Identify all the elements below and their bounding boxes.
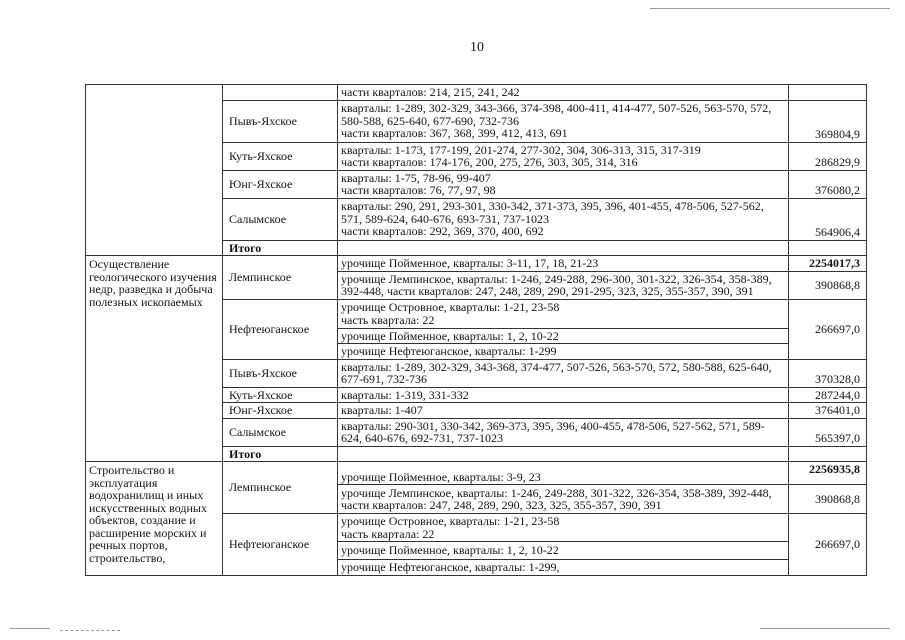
quarters-text: 677-691, 732-736 bbox=[341, 372, 427, 386]
area-cell bbox=[789, 240, 867, 256]
area-cell: 369804,9 bbox=[789, 100, 867, 142]
area-cell bbox=[789, 446, 867, 462]
forestry-cell: Пывъ-Яхское bbox=[223, 100, 338, 142]
activity-text: Строительство и эксплуатация водохранилищ и иных искусственных водных объектов, создание и расширение морских и речных портов, строительство, bbox=[89, 463, 207, 565]
quarters-cell bbox=[338, 485, 789, 514]
forestry-cell: Куть-Яхское bbox=[223, 142, 338, 170]
quarters-cell bbox=[338, 387, 789, 403]
quarters-cell bbox=[338, 462, 789, 485]
forestry-cell: Нефтеюганское bbox=[223, 514, 338, 576]
quarters-text: кварталы: 1-407 bbox=[341, 403, 423, 417]
total-label: Итого bbox=[223, 240, 338, 256]
scan-edge-line bbox=[760, 628, 890, 629]
forestry-cell: Юнг-Яхское bbox=[223, 170, 338, 198]
quarters-text: урочище Нефтеюганское, кварталы: 1-299, bbox=[341, 560, 560, 575]
quarters-text: часть квартала: 22 bbox=[341, 312, 435, 327]
area-cell: 564906,4 bbox=[789, 198, 867, 240]
table-row bbox=[86, 85, 867, 101]
quarters-cell bbox=[338, 560, 789, 576]
area-cell: 286829,9 bbox=[789, 142, 867, 170]
quarters-cell bbox=[338, 271, 789, 299]
quarters-cell bbox=[338, 344, 789, 360]
area-cell: 376080,2 bbox=[789, 170, 867, 198]
forestry-cell: Салымское bbox=[223, 198, 338, 240]
quarters-text: 571, 589-624, 640-676, 693-731, 737-1023 bbox=[341, 211, 549, 226]
quarters-text: урочище Лемпинское, кварталы: 1-246, 249-288, 301-322, 326-354, 358-389, 392-448, bbox=[341, 485, 772, 500]
quarters-text: 580-588, 625-640, 677-690, 732-736 bbox=[341, 113, 519, 128]
quarters-cell bbox=[338, 240, 789, 256]
area-cell bbox=[789, 85, 867, 101]
quarters-cell bbox=[338, 542, 789, 560]
forestry-cell bbox=[223, 85, 338, 101]
quarters-cell bbox=[338, 100, 789, 142]
forest-use-table bbox=[85, 84, 867, 576]
area-cell: 266697,0 bbox=[789, 299, 867, 359]
quarters-text: 624, 640-676, 692-731, 737-1023 bbox=[341, 431, 503, 445]
table-row bbox=[86, 256, 867, 272]
quarters-text: кварталы: 290, 291, 293-301, 330-342, 371-373, 395, 396, 401-455, 478-506, 527-562, bbox=[341, 199, 764, 214]
area-cell: 266697,0 bbox=[789, 514, 867, 576]
quarters-text: кварталы: 290-301, 330-342, 369-373, 395, 396, 400-455, 478-506, 527-562, 571, 589- bbox=[341, 418, 765, 433]
activity-text: Осуществление геологического изучения недр, разведка и добыча полезных ископаемых bbox=[89, 257, 217, 309]
quarters-cell bbox=[338, 170, 789, 198]
quarters-cell bbox=[338, 514, 789, 542]
quarters-text: часть квартала: 22 bbox=[341, 526, 435, 541]
total-value: 2256935,8 bbox=[789, 462, 867, 485]
quarters-text: части кварталов: 247, 248, 289, 290, 323, 325, 355-357, 390, 391 bbox=[341, 498, 662, 512]
scan-edge-line bbox=[10, 628, 50, 629]
activity-cell bbox=[86, 85, 223, 256]
quarters-text: урочище Пойменное, кварталы: 3-9, 23 bbox=[341, 469, 541, 484]
table-row bbox=[86, 462, 867, 485]
quarters-text: кварталы: 1-75, 78-96, 99-407 bbox=[341, 170, 491, 185]
area-cell: 565397,0 bbox=[789, 418, 867, 446]
activity-cell bbox=[86, 462, 223, 576]
quarters-text: урочище Лемпинское, кварталы: 1-246, 249-288, 296-300, 301-322, 326-354, 358-389, bbox=[341, 271, 772, 286]
quarters-text: урочище Пойменное, кварталы: 1, 2, 10-22 bbox=[341, 328, 559, 343]
page-number: 10 bbox=[470, 40, 484, 55]
quarters-text: урочище Нефтеюганское, кварталы: 1-299 bbox=[341, 344, 557, 358]
quarters-text: урочище Пойменное, кварталы: 3-11, 17, 18, 21-23 bbox=[341, 256, 599, 270]
quarters-text: урочище Островное, кварталы: 1-21, 23-58 bbox=[341, 300, 560, 314]
quarters-cell bbox=[338, 403, 789, 419]
quarters-text: урочище Пойменное, кварталы: 1, 2, 10-22 bbox=[341, 543, 559, 558]
quarters-cell bbox=[338, 328, 789, 344]
quarters-cell bbox=[338, 299, 789, 328]
quarters-cell bbox=[338, 359, 789, 387]
forestry-cell: Юнг-Яхское bbox=[223, 403, 338, 419]
quarters-text: кварталы: 1-289, 302-329, 343-368, 374-477, 507-526, 563-570, 572, 580-588, 625-640, bbox=[341, 359, 772, 374]
activity-cell bbox=[86, 256, 223, 462]
quarters-text: части кварталов: 367, 368, 399, 412, 413, 691 bbox=[341, 126, 568, 141]
forestry-cell: Салымское bbox=[223, 418, 338, 446]
area-cell: 370328,0 bbox=[789, 359, 867, 387]
total-label: Итого bbox=[223, 446, 338, 462]
quarters-cell bbox=[338, 142, 789, 170]
quarters-text: 392-448, части кварталов: 247, 248, 289, 290, 291-295, 323, 325, 355-357, 390, 391 bbox=[341, 284, 754, 298]
quarters-text: кварталы: 1-289, 302-329, 343-366, 374-398, 400-411, 414-477, 507-526, 563-570, 572, bbox=[341, 101, 772, 116]
quarters-text: кварталы: 1-173, 177-199, 201-274, 277-302, 304, 306-313, 315, 317-319 bbox=[341, 142, 701, 157]
area-cell: 376401,0 bbox=[789, 403, 867, 419]
quarters-cell bbox=[338, 446, 789, 462]
scan-edge-line bbox=[60, 630, 120, 631]
quarters-text: части кварталов: 76, 77, 97, 98 bbox=[341, 183, 496, 197]
scan-edge-line bbox=[650, 8, 890, 9]
forestry-cell: Нефтеюганское bbox=[223, 299, 338, 359]
forestry-cell: Куть-Яхское bbox=[223, 387, 338, 403]
total-value: 2254017,3 bbox=[789, 256, 867, 272]
area-cell: 287244,0 bbox=[789, 387, 867, 403]
forestry-cell: Пывъ-Яхское bbox=[223, 359, 338, 387]
quarters-cell bbox=[338, 198, 789, 240]
quarters-cell bbox=[338, 85, 789, 101]
forestry-cell: Лемпинское bbox=[223, 462, 338, 514]
area-cell: 390868,8 bbox=[789, 271, 867, 299]
quarters-text: урочище Островное, кварталы: 1-21, 23-58 bbox=[341, 514, 560, 528]
area-cell: 390868,8 bbox=[789, 485, 867, 514]
quarters-text: части кварталов: 292, 369, 370, 400, 692 bbox=[341, 224, 544, 239]
quarters-text: части кварталов: 214, 215, 241, 242 bbox=[341, 85, 520, 99]
quarters-cell bbox=[338, 256, 789, 272]
forestry-cell: Лемпинское bbox=[223, 256, 338, 300]
quarters-text: части кварталов: 174-176, 200, 275, 276, 303, 305, 314, 316 bbox=[341, 155, 638, 169]
quarters-cell bbox=[338, 418, 789, 446]
quarters-text: кварталы: 1-319, 331-332 bbox=[341, 387, 469, 402]
